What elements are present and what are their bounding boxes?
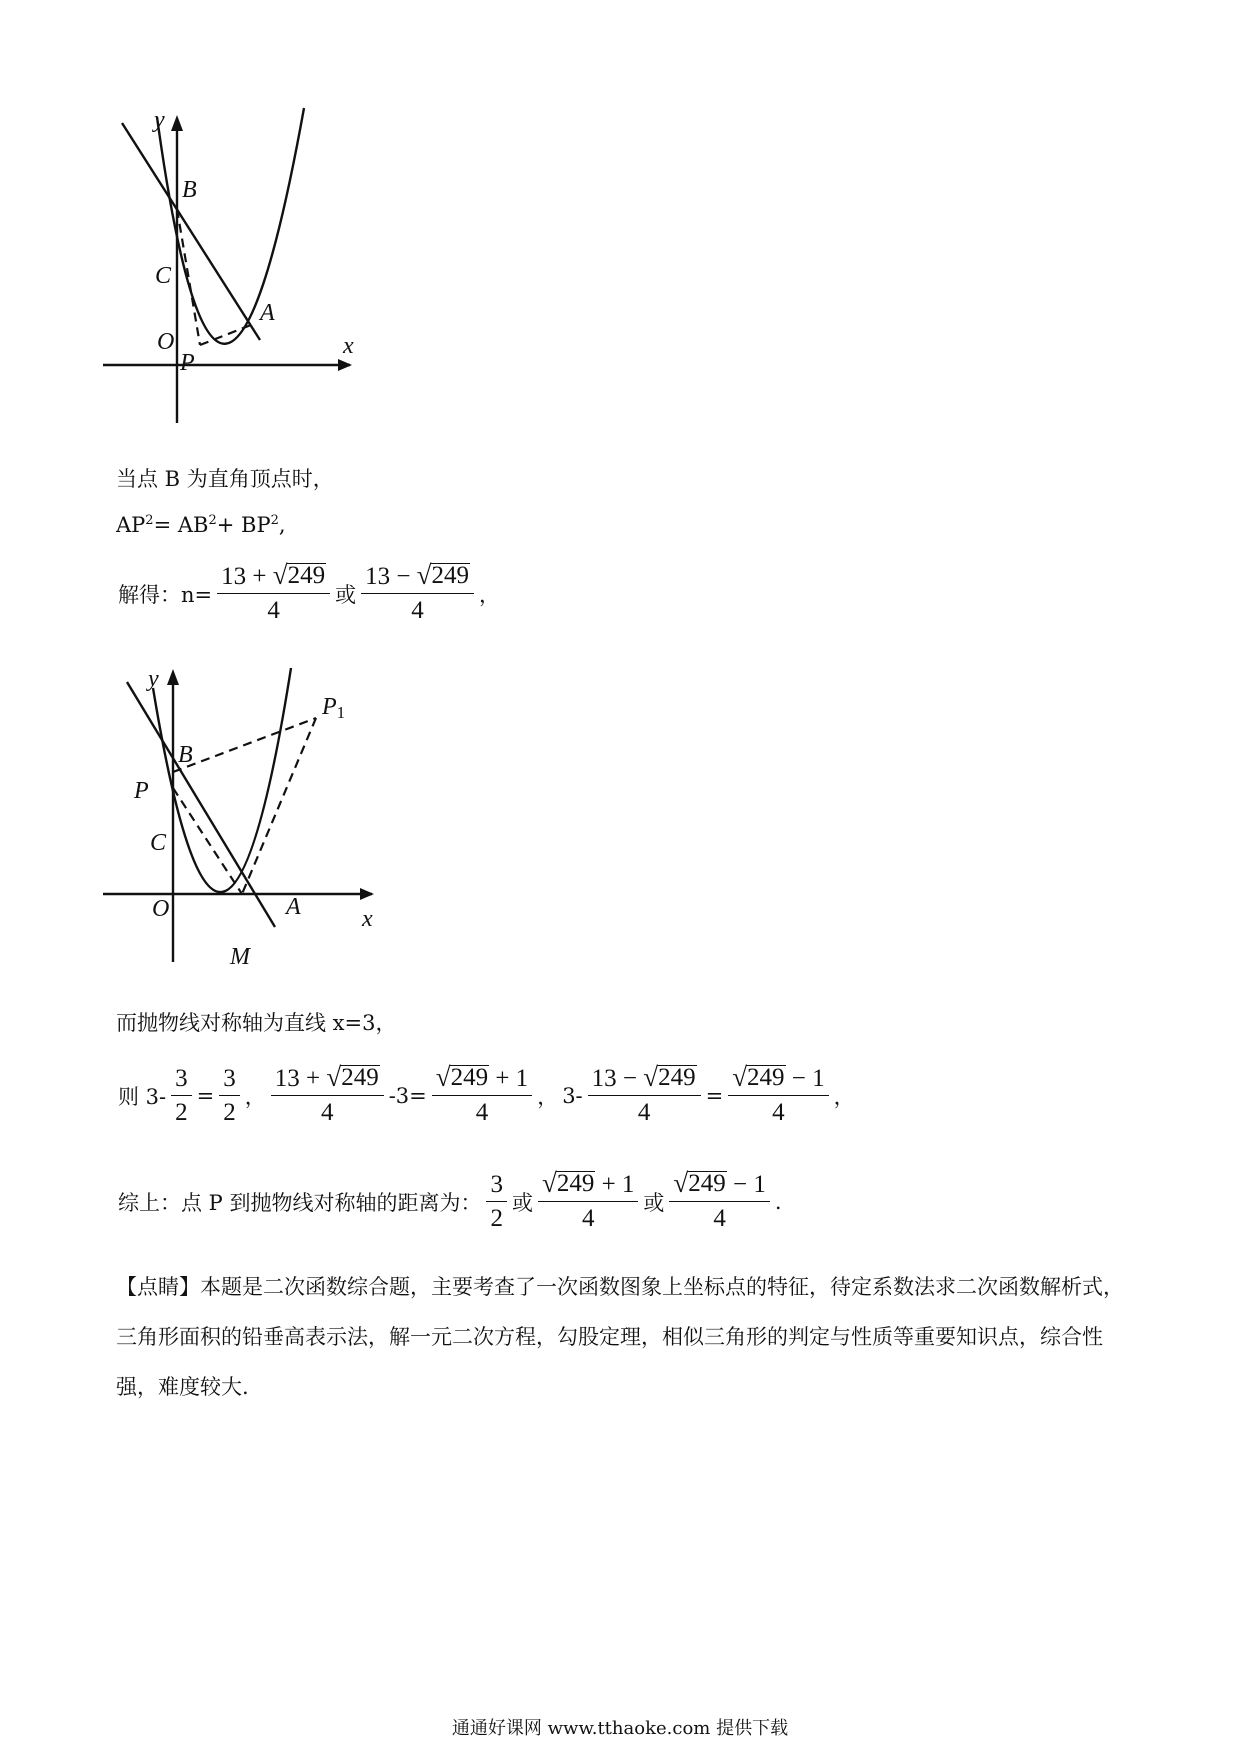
label-c: C	[150, 830, 167, 856]
distance-calc-row: 则 3- $\frac{3}{2}$ = $\frac{3}{2}$ ， 13 + √ 249 4 -3= √ 249 + 1 4 ， 3- 13 − √ 249 4 = √ 249 − 1 4 ，	[118, 1062, 855, 1126]
label-p1: P1	[322, 694, 346, 722]
fraction-13-plus-sqrt249-over-4: 13 + √ 249 4	[217, 562, 330, 626]
dashed-pa	[200, 325, 251, 345]
pythagoras-equation: $AP^2= AB^2+ BP^2$,	[116, 513, 286, 537]
y-arrowhead	[171, 115, 183, 131]
label-y: y	[148, 666, 159, 692]
label-o: O	[152, 896, 170, 922]
x-arrowhead	[338, 359, 352, 371]
right-angle-at-b-text: 当点 B 为直角顶点时，	[116, 467, 334, 491]
label-c: C	[155, 263, 172, 289]
line-ba	[127, 682, 275, 927]
label-x: x	[343, 333, 354, 359]
label-m: M	[230, 944, 250, 970]
dashed-p1-a	[242, 718, 316, 894]
label-o: O	[157, 329, 175, 355]
label-a: A	[260, 300, 275, 326]
footer-source: 通通好课网 www.tthaoke.com 提供下载	[451, 1718, 789, 1739]
dashed-b-p1	[173, 718, 316, 772]
dianjing-paragraph: 【点睛】本题是二次函数综合题，主要考查了一次函数图象上坐标点的特征，待定系数法求二次函数解析式，三角形面积的铅垂高表示法，解一元二次方程，勾股定理，相似三角形的判定与性质等重要知识点，综合性强，难度较大.	[116, 1275, 1124, 1399]
dashed-p-a	[173, 788, 242, 894]
line-ba	[122, 123, 260, 340]
x-arrowhead	[360, 888, 374, 900]
label-a: A	[286, 894, 301, 920]
solution-n-row: 解得：n= 13 + √ 249 4 或 13 − √ 249 4 ，	[118, 560, 500, 624]
label-b: B	[182, 177, 197, 203]
label-p: P	[134, 778, 149, 804]
y-arrowhead	[167, 669, 179, 685]
conclusion-row: 综上：点 P 到抛物线对称轴的距离为： $\frac{3}{2}$ 或 √ 249 + 1 4 或 √ 249 − 1 4 .	[118, 1168, 782, 1232]
label-b: B	[178, 742, 193, 768]
figure-2-parabola	[100, 662, 400, 982]
label-x: x	[362, 906, 373, 932]
label-p: P	[180, 350, 195, 376]
axis-of-symmetry-text: 而抛物线对称轴为直线 x=3，	[116, 1011, 397, 1035]
figure-1-parabola	[100, 105, 390, 435]
label-y: y	[154, 107, 165, 133]
fraction-13-minus-sqrt249-over-4: 13 − √ 249 4	[361, 562, 474, 626]
